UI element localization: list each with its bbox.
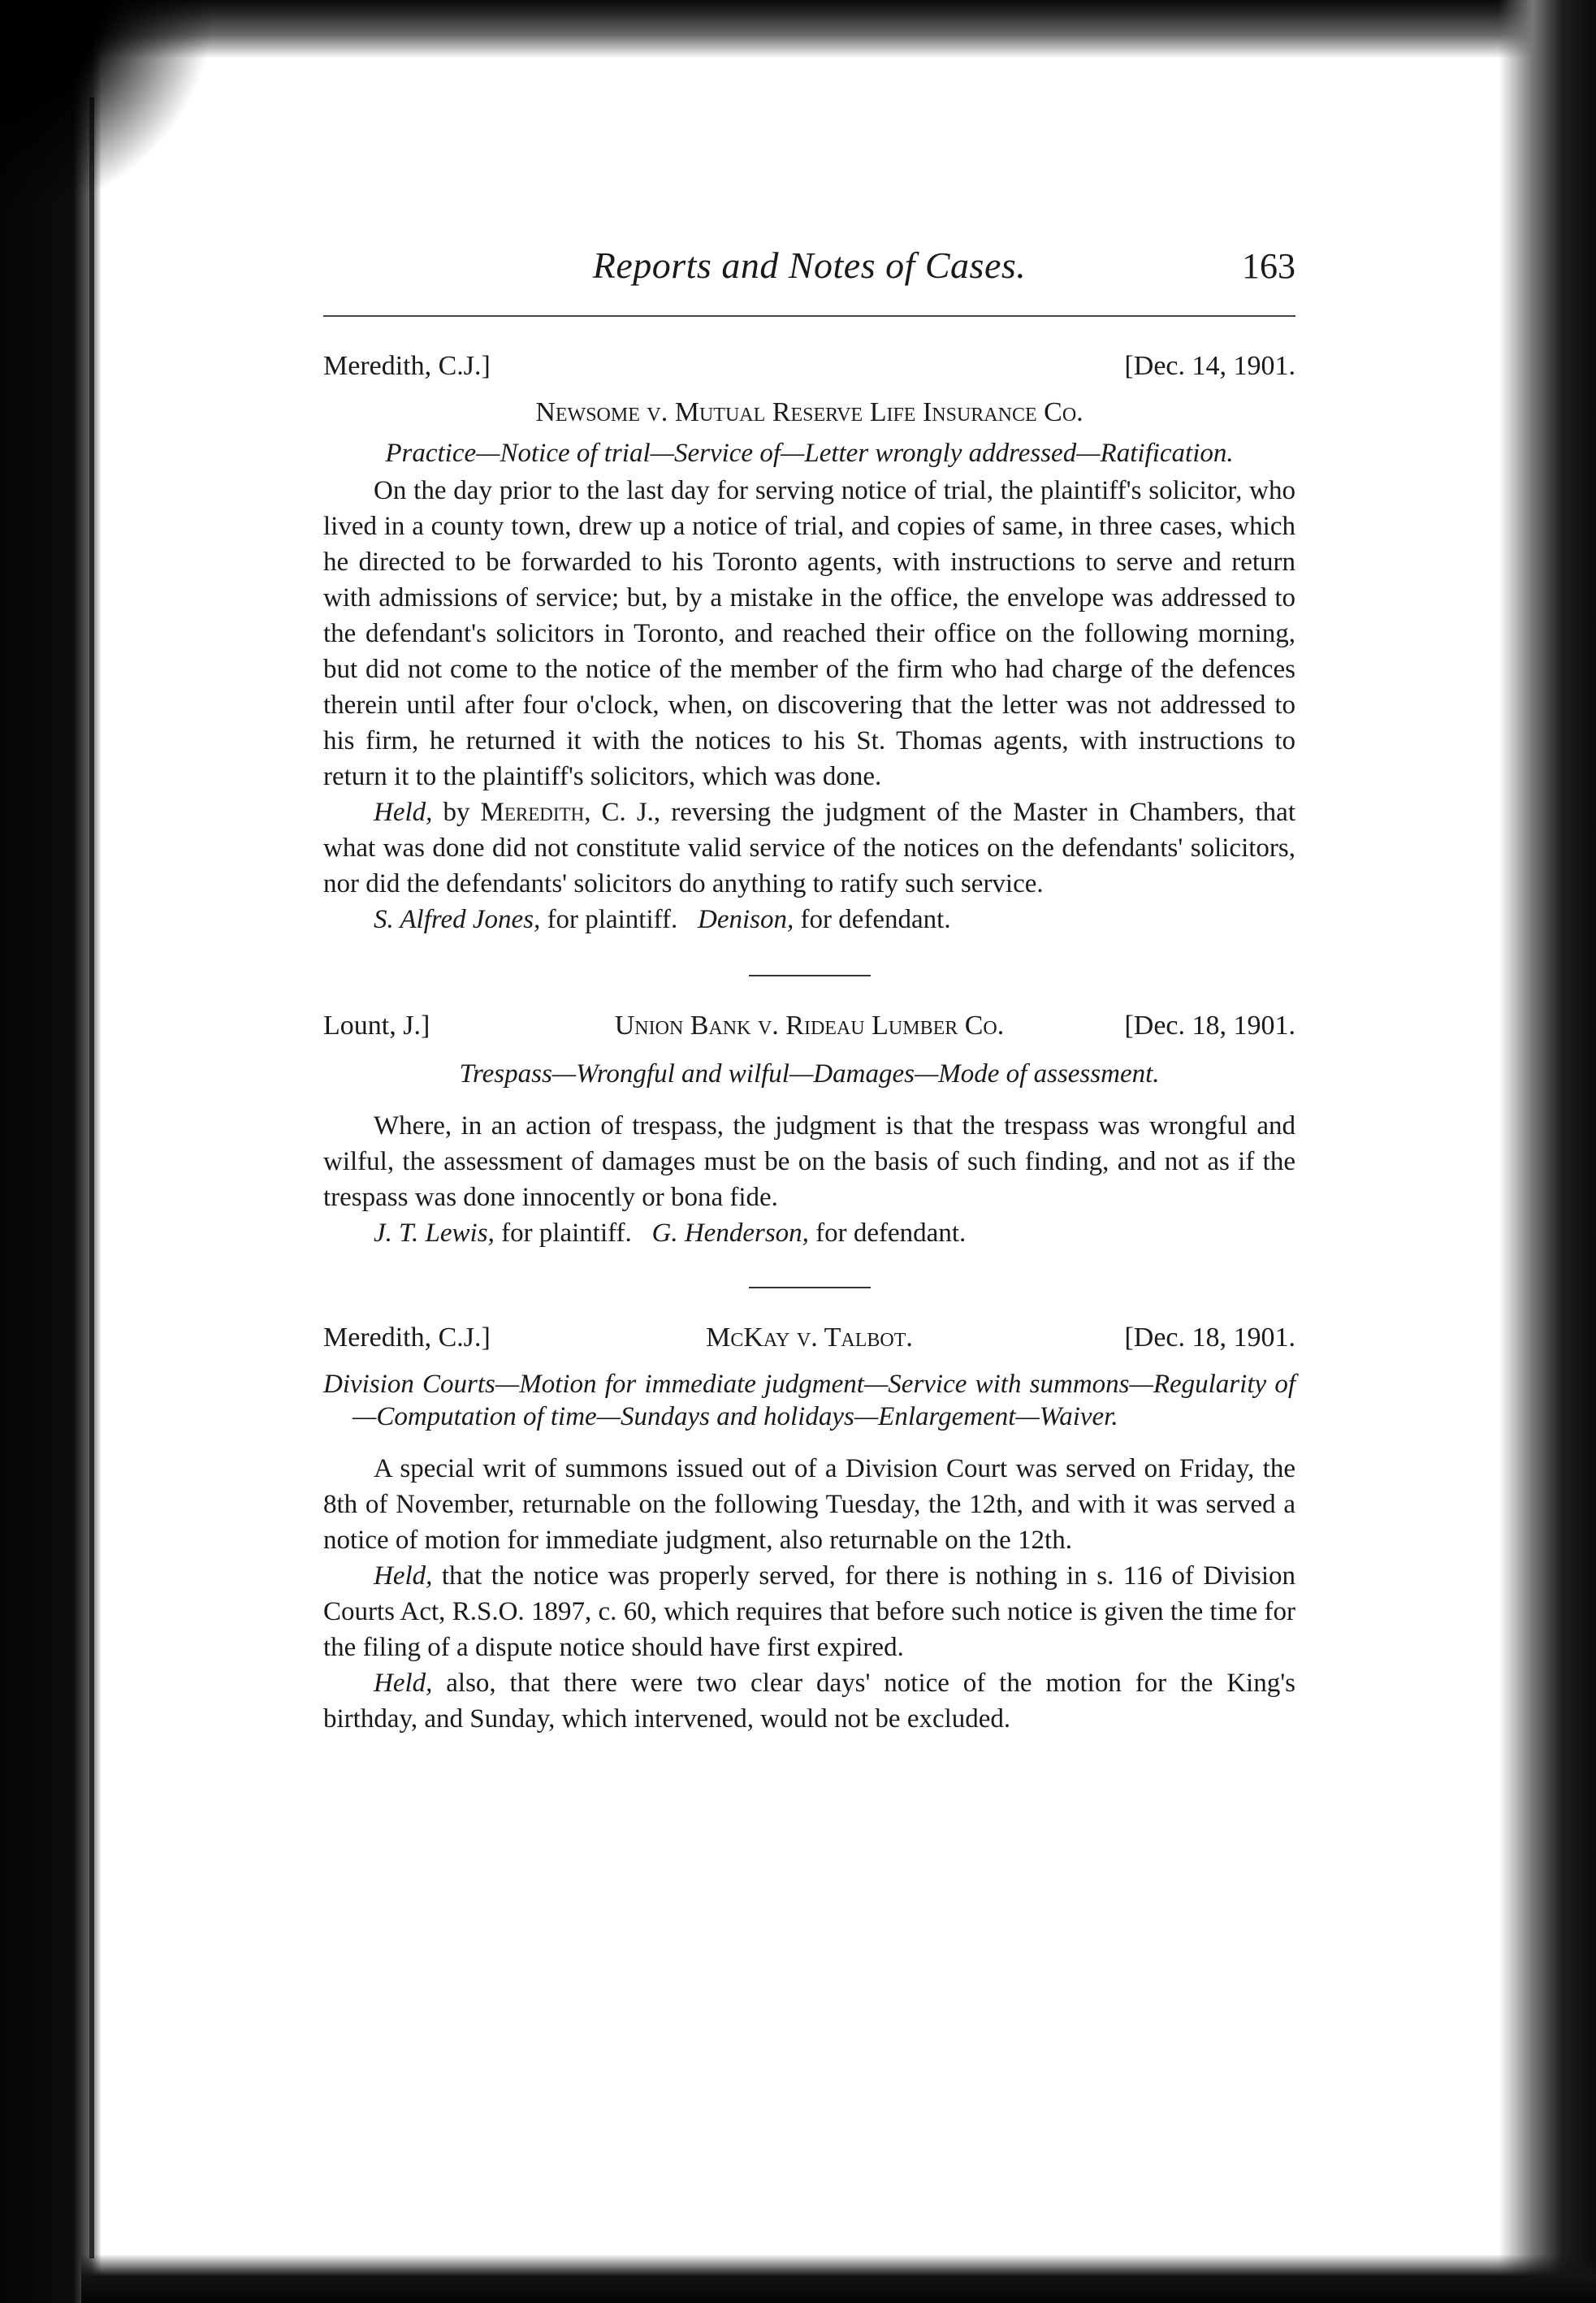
case-head [323, 1322, 1295, 1366]
counsel-defendant-name: Denison, [698, 905, 794, 934]
case-date: [Dec. 14, 1901. [1124, 351, 1295, 381]
page-header [323, 236, 1295, 301]
counsel-plaintiff-name: J. T. Lewis, [374, 1219, 495, 1248]
counsel-defendant-role: for defendant. [808, 1219, 967, 1248]
running-title: Reports and Notes of Cases. [592, 245, 1027, 286]
held-text: that the notice was properly served, for there is nothing in s. 116 of Division Courts Act, R.S.O. 1897, c. 60, which requires that before such notice is given the time for the filing of a dispute notice should have first expired. [323, 1561, 1295, 1662]
scan-edge-bottom [81, 2254, 1596, 2303]
counsel-plaintiff-role: for plaintiff. [540, 905, 678, 934]
page-number: 163 [1242, 246, 1295, 286]
case-title: McKay v. Talbot. [706, 1322, 913, 1353]
case-held [323, 794, 1295, 902]
scan-corner-shadow [0, 0, 211, 211]
case-facts: Where, in an action of trespass, the judgment is that the trespass was wrongful and wilful, the assessment of damages must be on the basis of such finding, and not as if the trespass was done innocently or bona fide. [323, 1111, 1295, 1212]
held-text: also, that there were two clear days' notice of the motion for the King's birthday, and Sunday, which intervened, would not be excluded. [323, 1669, 1295, 1734]
case-union-bank [323, 1011, 1295, 1251]
case-date: [Dec. 18, 1901. [1124, 1322, 1295, 1353]
case-headnote: Division Courts—Motion for immediate judgment—Service with summons—Regularity of—Computation of time—Sundays and holidays—Enlargement—Waiver. [323, 1370, 1295, 1431]
case-headnote: Practice—Notice of trial—Service of—Letter wrongly addressed—Ratification. [385, 439, 1234, 468]
case-facts: On the day prior to the last day for serving notice of trial, the plaintiff's solicitor, who lived in a county town, drew up a notice of trial, and copies of same, in three cases, which he directed to be forwarded to his Toronto agents, with instructions to serve and return with admissions of service; but, by a mistake in the office, the envelope was addressed to the defendant's solicitors in Toronto, and reached their office on the following morning, but did not come to the notice of the member of the firm who had charge of the defences therein until after four o'clock, when, on discovering that the letter was not addressed to his firm, he returned it with the notices to his St. Thomas agents, with instructions to return it to the plaintiff's solicitors, which was done. [323, 476, 1295, 791]
case-title: Union Bank v. Rideau Lumber Co. [614, 1011, 1005, 1041]
case-judge: Meredith, C.J.] [323, 351, 491, 381]
case-head [323, 1011, 1295, 1054]
counsel-defendant-role: for defendant. [794, 905, 951, 934]
case-counsel [323, 1215, 1295, 1251]
case-facts: A special writ of summons issued out of a Division Court was served on Friday, the 8th of November, returnable on the following Tuesday, the 12th, and with it was served a notice of motion for immediate judgment, also returnable on the 12th. [323, 1454, 1295, 1555]
case-counsel [323, 902, 1295, 937]
held-word: Held, [374, 1561, 433, 1591]
book-page [323, 236, 1295, 1737]
held-text: , C. J., reversing the judgment of the Master in Chambers, that what was done did not constitute valid service of the notices on the defendants' solicitors, nor did the defendants' solicitors do anything to ratify such service. [323, 798, 1295, 898]
held-by: by [443, 798, 470, 827]
case-held [323, 1558, 1295, 1665]
counsel-defendant-name: G. Henderson, [651, 1219, 809, 1248]
counsel-plaintiff-name: S. Alfred Jones, [374, 905, 541, 934]
counsel-plaintiff-role: for plaintiff. [494, 1219, 632, 1248]
case-mckay [323, 1322, 1295, 1737]
case-date: [Dec. 18, 1901. [1124, 1011, 1295, 1041]
held-word: Held, [374, 798, 433, 827]
scan-edge-top [97, 0, 1596, 58]
case-separator [749, 1287, 871, 1288]
case-separator [749, 975, 871, 976]
case-headnote: Trespass—Wrongful and wilful—Damages—Mode of assessment. [459, 1059, 1160, 1089]
case-judge: Lount, J.] [323, 1011, 430, 1041]
case-newsome [323, 351, 1295, 937]
held-word: Held, [374, 1669, 433, 1698]
held-judge: Meredith [480, 798, 585, 827]
case-held-also [323, 1665, 1295, 1737]
scan-edge-right [1499, 0, 1596, 2303]
header-rule [323, 315, 1295, 317]
case-head [323, 351, 1295, 395]
scan-edge-left [0, 0, 102, 2303]
case-judge: Meredith, C.J.] [323, 1322, 491, 1353]
scan-edge-left-line [89, 97, 94, 2258]
case-title: Newsome v. Mutual Reserve Life Insurance Co. [535, 397, 1083, 427]
